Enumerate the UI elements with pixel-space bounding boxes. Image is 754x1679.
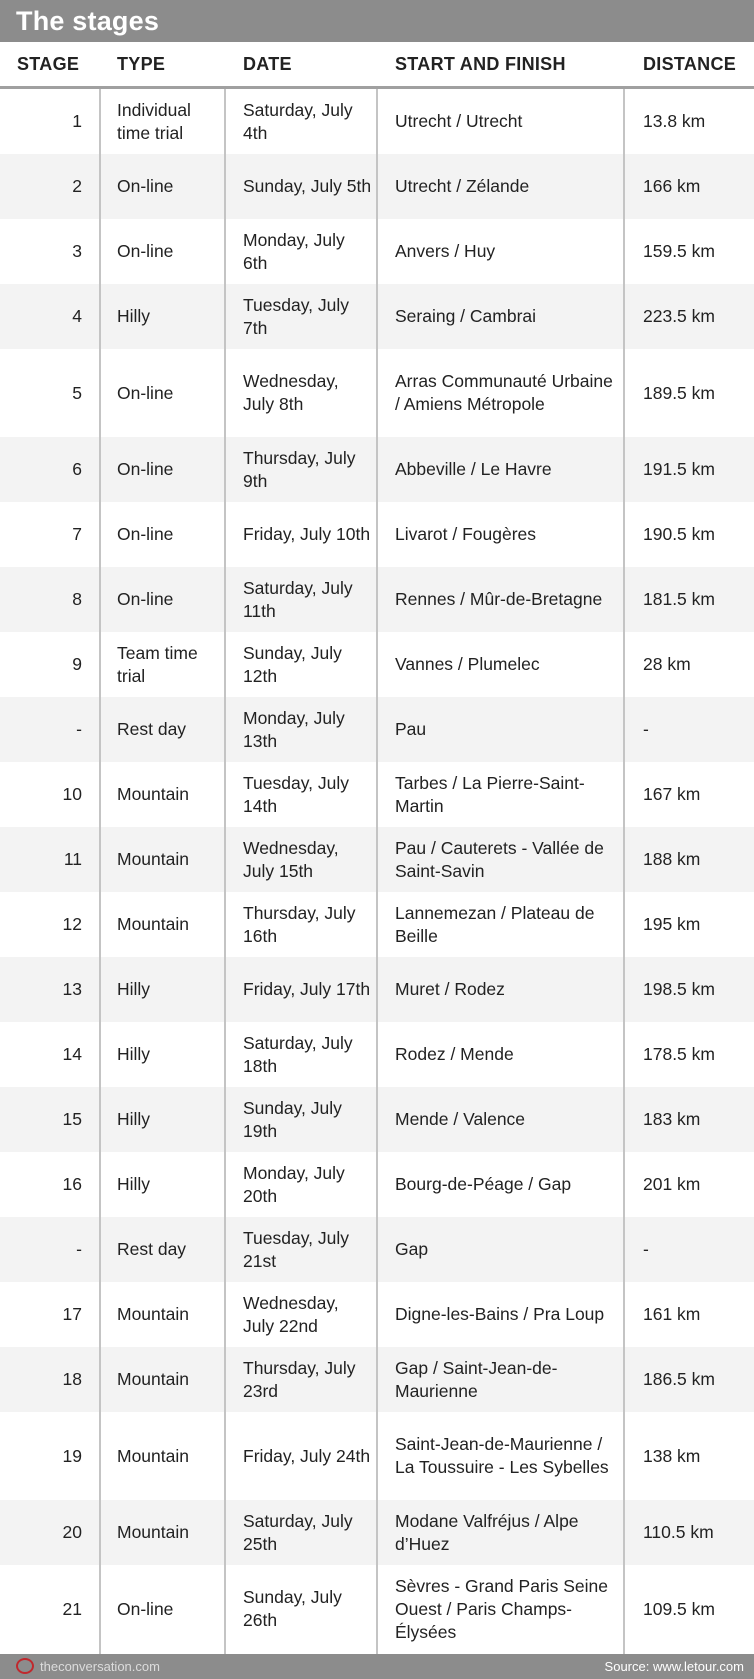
cell-distance: 189.5 km — [643, 382, 715, 403]
cell-start-finish: Saint-Jean-de-Maurienne / La Toussuire - Les Sybelles — [395, 1434, 609, 1477]
cell-type: Hilly — [117, 979, 151, 999]
cell-stage: 20 — [62, 1522, 82, 1542]
cell-type: On-line — [117, 1598, 174, 1619]
cell-type: Hilly — [117, 1174, 151, 1194]
cell-distance: 28 km — [643, 654, 691, 674]
cell-start-finish: Rodez / Mende — [395, 1044, 514, 1064]
cell-start-finish: Vannes / Plumelec — [395, 654, 540, 674]
cell-type: Hilly — [117, 1044, 151, 1064]
cell-type: Mountain — [117, 849, 189, 869]
cell-type: Mountain — [117, 1445, 189, 1466]
page-title: The stages — [16, 6, 160, 36]
cell-stage: 7 — [72, 524, 82, 544]
cell-start-finish: Muret / Rodez — [395, 979, 505, 999]
cell-type: Mountain — [117, 1304, 189, 1324]
cell-stage: 14 — [62, 1044, 82, 1064]
column-header-date: DATE — [243, 54, 292, 74]
cell-type: Mountain — [117, 784, 189, 804]
cell-start-finish: Seraing / Cambrai — [395, 306, 537, 326]
cell-distance: - — [643, 1239, 649, 1259]
cell-start-finish: Pau — [395, 719, 427, 739]
cell-start-finish: Modane Valfréjus / Alpe d’Huez — [395, 1510, 579, 1554]
cell-date: Wednesday, July 15th — [243, 837, 339, 881]
cell-type: On-line — [117, 176, 174, 196]
cell-type: On-line — [117, 524, 174, 544]
cell-type: On-line — [117, 241, 174, 261]
cell-stage: 13 — [62, 979, 82, 999]
table-header — [0, 42, 754, 89]
cell-date: Friday, July 17th — [243, 979, 371, 999]
cell-start-finish: Arras Communauté Urbaine / Amiens Métropole — [395, 371, 613, 414]
cell-distance: 191.5 km — [643, 459, 715, 479]
cell-stage: 6 — [72, 459, 82, 479]
cell-distance: 195 km — [643, 914, 701, 934]
cell-distance: 110.5 km — [643, 1522, 714, 1542]
cell-stage: 21 — [62, 1598, 82, 1619]
cell-type: On-line — [117, 382, 174, 403]
cell-distance: 181.5 km — [643, 589, 715, 609]
column-divider — [224, 89, 226, 1654]
cell-date: Monday, July 20th — [243, 1162, 345, 1206]
cell-date: Thursday, July 16th — [243, 902, 356, 946]
cell-distance: 159.5 km — [643, 241, 715, 261]
cell-date: Thursday, July 9th — [243, 447, 356, 491]
cell-start-finish: Abbeville / Le Havre — [395, 459, 552, 479]
cell-start-finish: Bourg-de-Péage / Gap — [395, 1174, 572, 1194]
cell-stage: 15 — [62, 1109, 82, 1129]
cell-date: Tuesday, July 21st — [243, 1227, 350, 1271]
column-header-distance: DISTANCE — [643, 54, 737, 74]
cell-distance: - — [643, 719, 649, 739]
cell-date: Sunday, July 19th — [243, 1097, 342, 1141]
cell-distance: 13.8 km — [643, 111, 706, 131]
cell-type: On-line — [117, 459, 174, 479]
cell-stage: 17 — [62, 1304, 82, 1324]
cell-start-finish: Pau / Cauterets - Vallée de Saint-Savin — [395, 837, 604, 881]
cell-stage: 3 — [72, 241, 82, 261]
cell-type: Hilly — [117, 306, 151, 326]
cell-start-finish: Gap — [395, 1239, 429, 1259]
column-divider — [376, 89, 378, 1654]
cell-date: Thursday, July 23rd — [243, 1357, 356, 1401]
cell-start-finish: Gap / Saint-Jean-de-Maurienne — [395, 1357, 558, 1401]
cell-stage: 10 — [62, 784, 82, 804]
cell-type: Mountain — [117, 914, 189, 934]
cell-distance: 188 km — [643, 849, 701, 869]
cell-distance: 198.5 km — [643, 979, 715, 999]
column-divider — [623, 89, 625, 1654]
cell-type: Individual time trial — [117, 99, 191, 143]
column-header-route: START AND FINISH — [395, 54, 566, 74]
cell-start-finish: Utrecht / Utrecht — [395, 111, 523, 131]
cell-type: Hilly — [117, 1109, 151, 1129]
cell-type: Rest day — [117, 1239, 187, 1259]
cell-start-finish: Sèvres - Grand Paris Seine Ouest / Paris Champs-Élysées — [395, 1575, 609, 1642]
cell-date: Saturday, July 25th — [243, 1510, 353, 1554]
cell-type: On-line — [117, 589, 174, 609]
cell-stage: 11 — [63, 849, 82, 869]
cell-stage: 4 — [72, 306, 82, 326]
cell-distance: 138 km — [643, 1445, 701, 1466]
cell-distance: 166 km — [643, 176, 701, 196]
cell-date: Tuesday, July 14th — [243, 772, 350, 816]
cell-start-finish: Mende / Valence — [395, 1109, 526, 1129]
cell-date: Saturday, July 4th — [243, 99, 353, 143]
column-divider — [99, 89, 101, 1654]
cell-stage: 2 — [72, 176, 82, 196]
cell-type: Rest day — [117, 719, 187, 739]
column-header-stage: STAGE — [17, 54, 80, 74]
cell-type: Mountain — [117, 1522, 189, 1542]
cell-distance: 186.5 km — [643, 1369, 715, 1389]
cell-stage: - — [76, 719, 82, 739]
cell-start-finish: Lannemezan / Plateau de Beille — [395, 902, 595, 946]
cell-date: Sunday, July 5th — [243, 176, 372, 196]
cell-date: Saturday, July 11th — [243, 577, 353, 621]
cell-distance: 167 km — [643, 784, 701, 804]
cell-type: Mountain — [117, 1369, 189, 1389]
cell-distance: 178.5 km — [643, 1044, 715, 1064]
footer-brand[interactable]: theconversation.com — [40, 1659, 160, 1674]
footer-bar — [0, 1654, 754, 1679]
cell-date: Monday, July 6th — [243, 229, 345, 273]
cell-distance: 190.5 km — [643, 524, 715, 544]
column-header-type: TYPE — [117, 54, 166, 74]
cell-start-finish: Digne-les-Bains / Pra Loup — [395, 1304, 605, 1324]
cell-stage: - — [76, 1239, 82, 1259]
cell-start-finish: Livarot / Fougères — [395, 524, 537, 544]
cell-date: Friday, July 24th — [243, 1445, 371, 1466]
cell-stage: 19 — [62, 1445, 82, 1466]
cell-start-finish: Tarbes / La Pierre-Saint-Martin — [395, 772, 585, 816]
cell-date: Sunday, July 26th — [243, 1587, 342, 1630]
cell-stage: 8 — [72, 589, 82, 609]
cell-stage: 12 — [62, 914, 82, 934]
cell-start-finish: Utrecht / Zélande — [395, 176, 530, 196]
cell-stage: 5 — [72, 382, 82, 403]
cell-date: Friday, July 10th — [243, 524, 371, 544]
cell-date: Saturday, July 18th — [243, 1032, 353, 1076]
cell-stage: 16 — [62, 1174, 82, 1194]
cell-date: Wednesday, July 22nd — [243, 1292, 339, 1336]
cell-date: Monday, July 13th — [243, 707, 345, 751]
cell-distance: 223.5 km — [643, 306, 715, 326]
cell-type: Team time trial — [117, 642, 198, 686]
cell-distance: 201 km — [643, 1174, 701, 1194]
cell-date: Sunday, July 12th — [243, 642, 342, 686]
title-bar — [0, 0, 754, 42]
cell-start-finish: Anvers / Huy — [395, 241, 496, 261]
cell-stage: 1 — [72, 111, 82, 131]
cell-distance: 183 km — [643, 1109, 701, 1129]
cell-date: Wednesday, July 8th — [243, 371, 339, 414]
cell-distance: 161 km — [643, 1304, 701, 1324]
cell-stage: 18 — [62, 1369, 82, 1389]
cell-start-finish: Rennes / Mûr-de-Bretagne — [395, 589, 603, 609]
footer-source: Source: www.letour.com — [604, 1659, 744, 1674]
cell-stage: 9 — [72, 654, 82, 674]
conversation-logo-icon — [16, 1658, 34, 1674]
cell-distance: 109.5 km — [643, 1598, 715, 1619]
cell-date: Tuesday, July 7th — [243, 294, 350, 338]
